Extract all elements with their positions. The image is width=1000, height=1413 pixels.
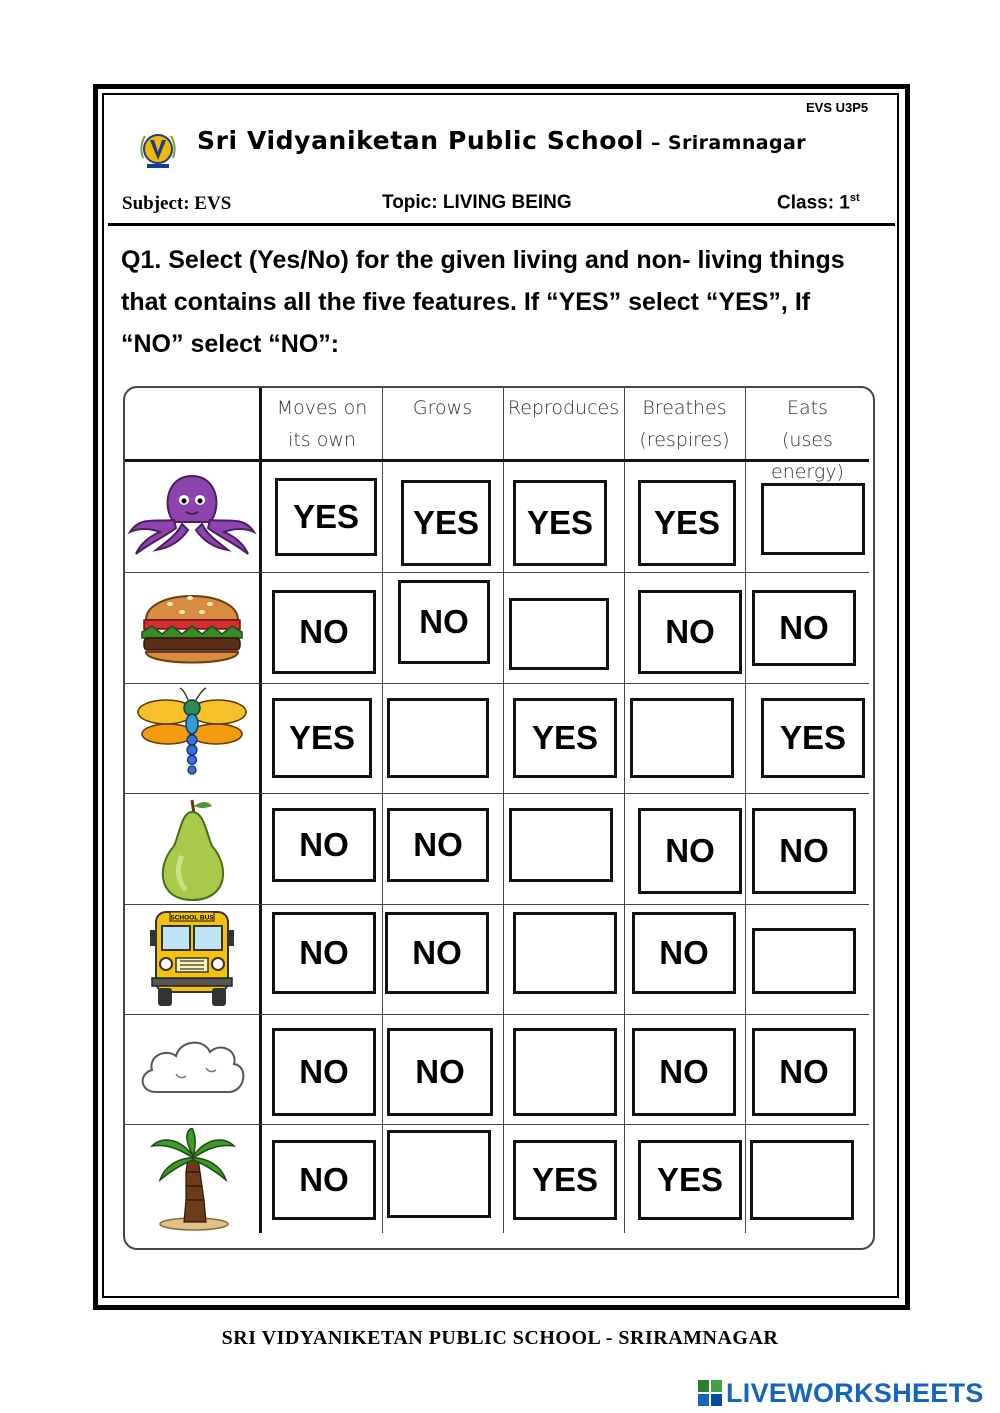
class-suffix: st	[849, 192, 860, 204]
column-header-line1: Reproduces	[507, 397, 620, 419]
answer-box[interactable]: NO	[272, 912, 376, 994]
octopus-picture	[126, 470, 258, 558]
cloud-picture	[136, 1034, 248, 1102]
answer-box[interactable]	[509, 808, 613, 882]
answer-box[interactable]: YES	[761, 698, 865, 778]
subject-label: Subject: EVS	[122, 193, 232, 214]
answer-box[interactable]: NO	[638, 590, 742, 674]
answer-box[interactable]: YES	[513, 698, 617, 778]
answer-box[interactable]: NO	[632, 1028, 736, 1116]
answer-box[interactable]: NO	[385, 912, 489, 994]
bus-sign-text: SCHOOL BUS	[170, 914, 214, 922]
answer-box[interactable]: NO	[387, 808, 489, 882]
answer-box[interactable]: NO	[272, 1028, 376, 1116]
header-rule	[108, 223, 895, 226]
row-divider	[125, 683, 869, 684]
answer-box[interactable]: YES	[401, 480, 491, 566]
answer-box[interactable]: NO	[632, 912, 736, 994]
row-divider	[125, 1014, 869, 1015]
answer-box[interactable]: NO	[638, 808, 742, 894]
row-divider	[125, 904, 869, 905]
answer-box[interactable]: YES	[638, 1140, 742, 1220]
school-logo	[137, 128, 179, 170]
answer-box[interactable]: YES	[272, 698, 372, 778]
row-divider	[125, 572, 869, 573]
class-label	[777, 192, 860, 214]
column-header	[382, 392, 503, 424]
column-divider	[503, 388, 504, 1233]
column-header-line2: (uses energy)	[771, 429, 844, 483]
column-header	[624, 392, 745, 456]
answer-box[interactable]: NO	[752, 808, 856, 894]
column-header-line1: Moves on	[276, 397, 368, 419]
row-divider	[125, 1124, 869, 1125]
worksheet-code: EVS U3P5	[806, 100, 869, 115]
school-name: Sri Vidyaniketan Public School	[197, 126, 644, 155]
answer-box[interactable]: NO	[387, 1028, 493, 1116]
liveworksheets-logo-icon	[698, 1380, 722, 1406]
burger-picture	[140, 580, 244, 670]
answer-box[interactable]: NO	[398, 580, 490, 664]
answer-box[interactable]	[761, 483, 865, 555]
pear-picture	[152, 796, 234, 904]
image-column-divider	[259, 388, 262, 1233]
answer-box[interactable]	[513, 1028, 617, 1116]
footer-school-name: SRI VIDYANIKETAN PUBLIC SCHOOL - SRIRAMNAGAR	[221, 1327, 779, 1349]
column-header-line1: Breathes	[642, 397, 727, 419]
column-header-line2: its own	[288, 429, 356, 451]
answer-box[interactable]	[509, 598, 609, 670]
column-divider	[624, 388, 625, 1233]
school-location: – Sriramnagar	[643, 132, 806, 154]
column-header	[262, 392, 382, 456]
column-header	[503, 392, 624, 424]
column-header-line1: Eats	[787, 397, 828, 419]
answer-box[interactable]: NO	[752, 590, 856, 666]
topic-label: Topic: LIVING BEING	[382, 192, 572, 213]
answer-box[interactable]: YES	[638, 480, 736, 566]
answer-box[interactable]	[387, 1130, 491, 1218]
answer-box[interactable]	[752, 928, 856, 994]
answer-box[interactable]	[630, 698, 734, 778]
column-header-line2: (respires)	[639, 429, 730, 451]
answer-box[interactable]: YES	[513, 480, 607, 566]
dragonfly-picture	[136, 686, 248, 786]
column-divider	[745, 388, 746, 1233]
row-divider	[125, 793, 869, 794]
answer-box[interactable]: NO	[272, 590, 376, 674]
question-text: Q1. Select (Yes/No) for the given living and non- living things that contains all the five features. If “YES” select “YES”, If “NO” select “NO”:	[121, 246, 845, 358]
answer-box[interactable]	[387, 698, 489, 778]
school-title	[197, 126, 806, 155]
column-header	[745, 392, 870, 488]
column-header-line1: Grows	[412, 397, 473, 419]
answer-box[interactable]: NO	[752, 1028, 856, 1116]
school-bus-picture	[146, 908, 238, 1010]
answer-box[interactable]: YES	[513, 1140, 617, 1220]
class-text: Class: 1	[777, 192, 850, 214]
answer-box[interactable]: YES	[275, 478, 377, 556]
answer-box[interactable]: NO	[272, 1140, 376, 1220]
answer-box[interactable]: NO	[272, 808, 376, 882]
answer-box[interactable]	[513, 912, 617, 994]
answer-box[interactable]	[750, 1140, 854, 1220]
brand-text: LIVEWORKSHEETS	[726, 1377, 984, 1408]
liveworksheets-brand	[698, 1377, 984, 1409]
palm-tree-picture	[150, 1128, 236, 1232]
column-divider	[382, 388, 383, 1233]
